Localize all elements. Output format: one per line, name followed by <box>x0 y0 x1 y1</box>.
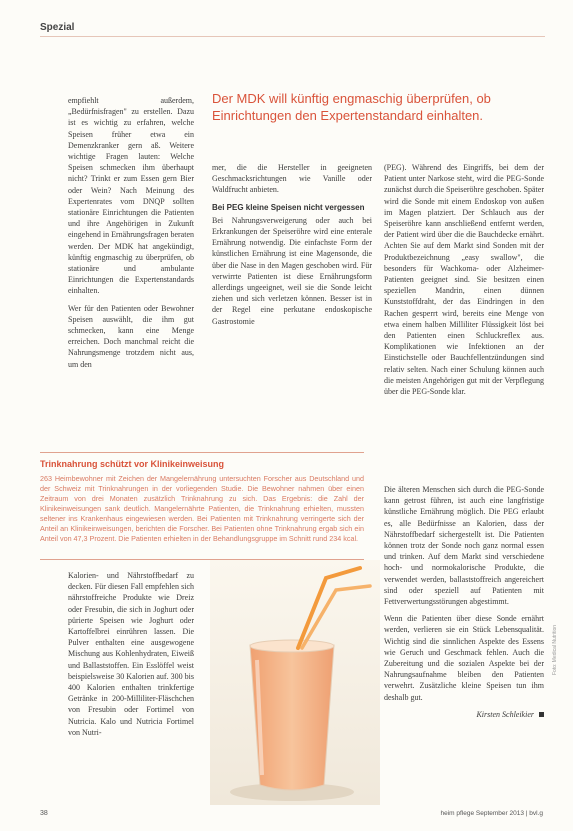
text-column-1 <box>68 95 194 376</box>
sidebar-box <box>40 452 364 560</box>
page-number: 38 <box>40 810 48 817</box>
footer-publication: heim pflege September 2013 | bvl.g <box>440 810 543 817</box>
paragraph: Die älteren Menschen sich durch die PEG-Sonde kann getrost führen, ist auch eine langfristige künstliche Ernährung möglich. Die PEG erlaubt es, alle Bedürfnisse an Kalorien, dass der Nährstoffbedarf sichergestellt ist. Die Patienten können trotz der Sonde noch ganz normal essen und trinken. Auf dem Markt sind verschiedene hoch- und normokalorische Produkte, die verwendet werden, ballaststoffreich angereichert sind oder speziell auf Patienten mit Fettverwertungsstörungen abgestimmt. <box>384 485 544 607</box>
text-column-2 <box>212 162 372 333</box>
subheading: Bei PEG kleine Speisen nicht vergessen <box>212 202 365 212</box>
text-column-3 <box>384 162 544 403</box>
paragraph: Kalorien- und Nährstoffbedarf zu decken. Für diesen Fall empfehlen sich nährstoffreiche Produkte wie Dreiz oder Fresubin, die sich in Joghurt oder pürierte Speisen wie Joghurt oder Kartoffelbrei einrühren lassen. Die Pulver enthalten eine ausgewogene Mischung aus Kohlenhydraten, Eiweiß und Ballaststoffen. Ein Esslöffel weist beispielsweise 30 Kalorien auf. 300 bis 400 Kalorien enthalten trinkfertige Getränke in 200-Milliliter-Fläschchen von Fresubin oder Fortimel von Nutricia. Kalo und Nutricia Fortimel von Nutri- <box>68 571 194 737</box>
paragraph: Wer für den Patienten oder Bewohner Speisen auswählt, die ihm gut schmecken, kann eine Menge erreichen. Doch manchmal reicht die Nahrungsmenge trotzdem nicht aus, um den <box>68 303 194 369</box>
pull-quote: Der MDK will künftig engmaschig überprüfen, ob Einrichtungen den Expertenstandard einhalten. <box>212 91 491 123</box>
end-mark-icon <box>539 712 544 717</box>
smoothie-photo <box>210 560 380 805</box>
sidebar-title: Trinknahrung schützt vor Klinikeinweisung <box>40 459 225 469</box>
top-rule <box>40 36 545 37</box>
sidebar-text: 263 Heimbewohner mit Zeichen der Mangelernährung untersuchten Forscher aus Deutschland und der Schweiz mit Trinknahrungen in der vorliegenden Studie. Die Bewohner nahmen über einen Zeitraum von drei Monaten zusätzlich Trinknahrung zu sich. Das Ergebnis: die Zahl der Klinikeinweisungen sank deutlich. Mangelernährte Patienten, die Trinknahrung erhielten, mussten seltener ins Krankenhaus eingewiesen werden. Bei Patienten mit Trinknahrung verringerte sich der Anteil an Klinikeinweisungen, berichten die Forscher. Bei Patienten ohne Trinknahrung ergab sich ein Anteil von 47,3 Prozent. Die Patienten erhielten in der Behandlungsgruppe im Schnitt rund 234 kcal. <box>40 474 364 543</box>
section-label: Spezial <box>40 22 75 33</box>
paragraph: mer, die die Hersteller in geeigneten Geschmacksrichtungen wie Vanille oder Waldfrucht anbieten. <box>212 163 372 195</box>
text-column-4 <box>68 570 194 738</box>
paragraph: Bei Nahrungsverweigerung oder auch bei Erkrankungen der Speiseröhre wird eine enterale Ernährung notwendig. Die einfachste Form der künstlichen Ernährung ist eine Magensonde, die über die Nase in den Magen geschoben wird. Für verwirrte Patienten ist diese Ernährungsform allerdings ungeeignet, weil sie die Sonde leicht ziehen und sich verletzen können. Besser ist in der Regel eine perkutane endoskopische Gastrostomie <box>212 215 372 326</box>
author-line <box>384 709 544 720</box>
paragraph: (PEG). Während des Eingriffs, bei dem der Patient unter Narkose steht, wird die PEG-Sonde zunächst durch die Speiseröhre geschoben. Später wird die Sonde mit einem Endoskop von außen im Magen platziert. Der Schlauch aus der Speiseröhre kann anschließend entfernt werden, der Patient wird über die die Bauchdecke ernährt. Achten Sie auf dem Markt sind Sonden mit der Produktbezeichnung „easy swallow", die besonders für Wachkoma- oder Alzheimer-Patienten geeignet sind. Sie besitzen einen speziellen Mandrin, einen dünnen Kunststoffdraht, der das Eindringen in den Rachen gesperrt wird, bereits eine Menge von etwa einem halben Milliliter Flüssigkeit löst bei den Patienten einen Schluckreflex aus. Komplikationen wie Infektionen an der Einstichstelle oder Bauchfellentzündungen sind relativ selten. Nach einer Schulung können auch die meisten Angehörigen gut mit der Verpflegung über die PEG-Sonde klar. <box>384 163 544 397</box>
photo-credit: Foto: Medical Nutrition <box>552 624 558 675</box>
text-column-5 <box>384 484 544 720</box>
paragraph: empfiehlt außerdem, „Bedürfnisfragen" zu erstellen. Dazu ist es wichtig zu erfahren, welche Speisen früher etwa ein Demenzkranker gern aß. Weitere wichtige Fragen lauten: Welche Speisen schmecken ihm überhaupt nicht? Trinkt er zum Essen gern Bier oder Wein? Nach Meinung des Expertenrates vom DNQP sollten stationäre Einrichtungen die Patienten und ihre Angehörigen in Zukunft eingehend in Ernährungsfragen beraten werden. Der MDK hat angekündigt, künftig engmaschig zu überprüfen, ob stationäre und ambulante Einrichtungen die Expertenstandards einhalten. <box>68 96 194 296</box>
paragraph: Wenn die Patienten über diese Sonde ernährt werden, verlieren sie ein Stück Lebensqualität. Wichtig sind die sinnlichen Aspekte des Essens wie Geruch und Geschmack fehlen. Auch die Zubereitung und die sozialen Aspekte bei der Nahrungsaufnahme bleiben den Patienten verwehrt. Zusätzliche kleine Speisen tun ihm deshalb gut. <box>384 614 544 702</box>
author-name: Kirsten Schleikier <box>476 709 534 719</box>
